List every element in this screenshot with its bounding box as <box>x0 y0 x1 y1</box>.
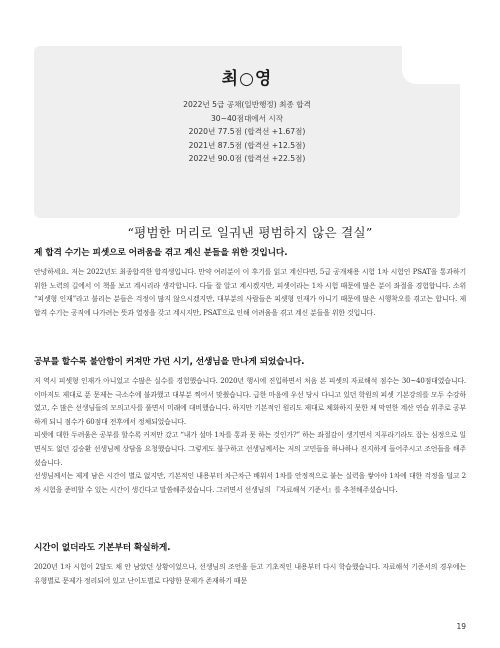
section-title: 제 합격 수기는 피셋으로 어려움을 겪고 계신 분들을 위한 것입니다. <box>34 248 288 258</box>
section-meeting-teacher <box>34 356 466 497</box>
section-title: 시간이 없더라도 기본부터 확실하게. <box>34 543 171 553</box>
profile-line-2020: 2020년 77.5점 (합격선 +1.67점) <box>188 127 306 137</box>
profile-box <box>34 46 460 218</box>
section-paragraph: 2020년 1차 시험이 2달도 채 안 남았던 상황이었으나, 선생님의 조언을 듣고 기초적인 내용부터 다시 학습했습니다. 자료해석 기준서의 경우에는 유형별로 문제가 정리되어 있고 난이도별로 다양한 문제가 존재하기 때문 <box>34 563 466 585</box>
section-intro <box>34 247 466 320</box>
author-profile-list <box>34 98 460 166</box>
section-paragraph: 안녕하세요. 저는 2022년도 최종합격한 합격생입니다. 만약 여러분이 이 후기를 읽고 계신다면, 5급 공개채용 시험 1차 시험인 PSAT을 통과하기 위한 노력의 길에서 이 책을 보고 계시리라 생각합니다. 다들 잘 알고 계시겠지만, 피셋이라는 1차 시험 때문에 많은 분이 좌절을 경험합니다. 소위 “피셋형 인재”라고 불리는 분들은 걱정이 많지 않으시겠지만, 대부분의 사람들은 피셋형 인재가 아니기 때문에 많은 시행착오를 겪고는 합니다. 제 합격 수기는 공직에 나가려는 뜻과 열정을 갖고 계시지만, PSAT으로 인해 어려움을 겪고 계신 분들을 위한 것입니다. <box>34 268 466 317</box>
profile-line-2021: 2021년 87.5점 (합격선 +12.5점) <box>188 140 306 150</box>
headline-quote: “평범한 머리로 일궈낸 평범하지 않은 결실” <box>127 225 373 240</box>
profile-line-start: 30~40점대에서 시작 <box>210 113 284 123</box>
profile-line-exam: 2022년 5급 공채(일반행정) 최종 합격 <box>183 100 311 109</box>
author-name: 최○영 <box>221 69 273 89</box>
page-number: 19 <box>456 622 466 631</box>
section-title: 공부를 할수록 불안함이 커져만 가던 시기, 선생님을 만나게 되었습니다. <box>34 357 305 367</box>
profile-line-2022: 2022년 90.0점 (합격선 +22.5점) <box>188 154 306 164</box>
section-paragraph: 저 역시 피셋형 인재가 아니었고 수많은 실수를 경험했습니다. 2020년 행시에 진입하면서 처음 본 피셋의 자료해석 점수는 30~40점대였습니다. 이마저도 제대로 푼 문제는 극소수에 불과했고 대부분 찍어서 맞췄습니다. 급한 마음에 우선 당시 다니고 있던 학원의 피셋 기본강의를 모두 수강하였고, 수 많은 선생님들의 모의고사를 풀면서 미래에 대비했습니다. 하지만 기본적인 원리도 제대로 체화하지 못한 채 막연한 계산 연습 위주로 공부하게 되니 점수가 60점대 전후에서 정체되었습니다. 피셋에 대한 두려움은 공부를 할수록 커져만 갔고 “내가 설마 1차를 통과 못 하는 것인가?” 하는 좌절감이 생기면서 지푸라기라도 잡는 심정으로 일면식도 없던 김승환 선생님께 상담을 요청했습니다. 그렇게도 불구하고 선생님께서는 저의 고민들을 하나하나 진지하게 들어주시고 조언들을 해주셨습니다. 선생님께서는 제게 남은 시간이 별로 없지만, 기본적인 내용부터 차근차근 배워서 1차를 안정적으로 붙는 실력을 쌓아야 1차에 대한 걱정을 덜고 2차 시험을 준비할 수 있는 시간이 생긴다고 말씀해주셨습니다. 그러면서 선생님의 『자료해석 기준서』를 추천해주셨습니다. <box>34 377 466 494</box>
section-basics <box>34 542 466 588</box>
